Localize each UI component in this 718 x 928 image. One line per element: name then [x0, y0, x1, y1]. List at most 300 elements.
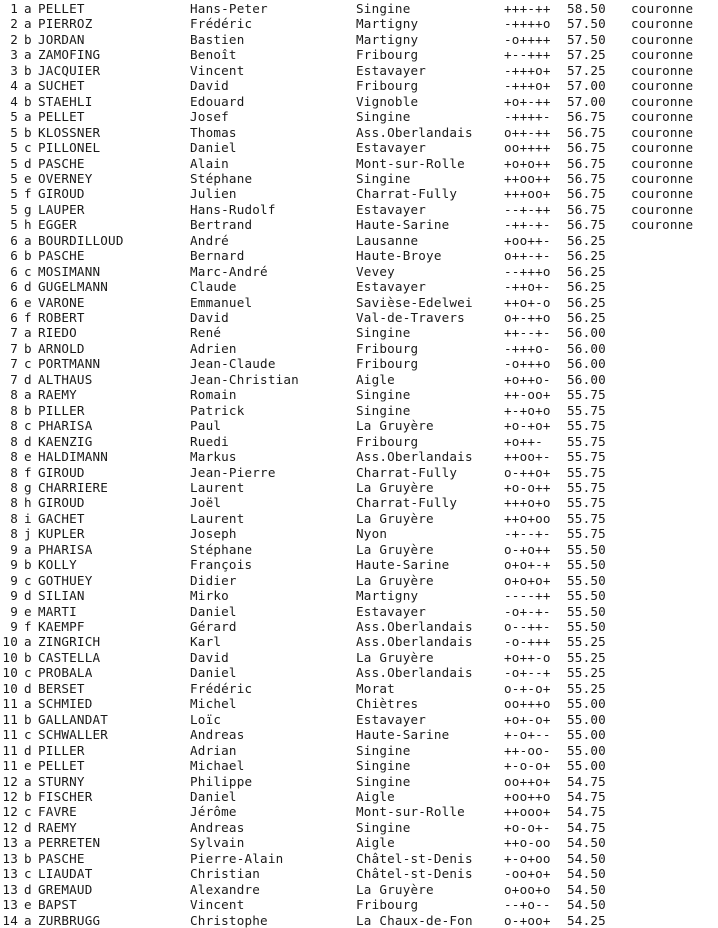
- club: Mont-sur-Rolle: [356, 155, 465, 171]
- first-name: Bertrand: [190, 217, 253, 233]
- rank: 5: [10, 124, 18, 140]
- subrank: f: [24, 619, 32, 634]
- last-name: KLOSSNER: [38, 124, 101, 140]
- first-name: Julien: [190, 186, 237, 202]
- marks: o+oo+o: [504, 881, 551, 897]
- last-name: PASCHE: [38, 248, 85, 264]
- points: 55.75: [567, 479, 606, 495]
- last-name: GALLANDAT: [38, 711, 109, 727]
- marks: --+o--: [504, 897, 551, 913]
- subrank: e: [24, 603, 32, 619]
- club: Estavayer: [356, 279, 427, 295]
- club: Aigle: [356, 788, 395, 804]
- club: Singine: [356, 1, 411, 16]
- first-name: Christophe: [190, 912, 268, 928]
- rank: 9: [10, 603, 18, 619]
- points: 56.75: [567, 109, 606, 125]
- rank: 8: [10, 479, 18, 495]
- rank: 11: [2, 696, 18, 712]
- club: Mont-sur-Rolle: [356, 804, 465, 820]
- club: Charrat-Fully: [356, 495, 458, 511]
- first-name: Ruedi: [190, 433, 229, 449]
- points: 55.25: [567, 634, 606, 650]
- marks: o--++-: [504, 619, 551, 634]
- rank: 11: [2, 758, 18, 774]
- subrank: a: [24, 47, 32, 63]
- points: 57.25: [567, 47, 606, 63]
- club: Nyon: [356, 526, 388, 542]
- first-name: Adrian: [190, 742, 237, 758]
- first-name: Jean-Claude: [190, 356, 276, 372]
- rank: 10: [2, 649, 18, 665]
- marks: +o+-o+: [504, 711, 551, 727]
- last-name: GIROUD: [38, 186, 85, 202]
- first-name: Paul: [190, 418, 222, 434]
- last-name: LAUPER: [38, 201, 85, 217]
- first-name: Michael: [190, 758, 245, 774]
- last-name: PILLER: [38, 742, 85, 758]
- club: Ass.Oberlandais: [356, 619, 473, 634]
- first-name: Hans-Peter: [190, 1, 268, 16]
- points: 56.75: [567, 155, 606, 171]
- first-name: Adrien: [190, 340, 237, 356]
- marks: +--+++: [504, 47, 551, 63]
- last-name: RAEMY: [38, 387, 77, 403]
- subrank: f: [24, 464, 32, 480]
- marks: o+o+o+: [504, 572, 551, 588]
- subrank: f: [24, 186, 32, 202]
- last-name: OVERNEY: [38, 170, 93, 186]
- rank: 6: [10, 232, 18, 248]
- rank: 6: [10, 294, 18, 310]
- marks: +o-o++: [504, 479, 551, 495]
- points: 57.25: [567, 62, 606, 78]
- marks: ++ooo+: [504, 804, 551, 820]
- first-name: Karl: [190, 634, 222, 650]
- points: 55.25: [567, 665, 606, 681]
- points: 57.00: [567, 78, 606, 94]
- subrank: h: [24, 217, 32, 233]
- marks: o-+oo+: [504, 912, 551, 928]
- last-name: RIEDO: [38, 325, 77, 341]
- marks: --+-++: [504, 201, 551, 217]
- first-name: Pierre-Alain: [190, 850, 284, 866]
- subrank: b: [24, 124, 32, 140]
- points: 56.25: [567, 248, 606, 264]
- points: 56.75: [567, 217, 606, 233]
- subrank: d: [24, 819, 32, 835]
- rank: 10: [2, 634, 18, 650]
- first-name: André: [190, 232, 229, 248]
- subrank: b: [24, 340, 32, 356]
- first-name: Daniel: [190, 665, 237, 681]
- award: couronne: [631, 109, 694, 125]
- points: 55.50: [567, 603, 606, 619]
- marks: ++-oo+: [504, 387, 551, 403]
- rank: 11: [2, 742, 18, 758]
- rank: 8: [10, 510, 18, 526]
- points: 55.75: [567, 464, 606, 480]
- first-name: Edouard: [190, 93, 245, 109]
- rank: 1: [10, 1, 18, 16]
- club: Châtel-st-Denis: [356, 850, 473, 866]
- club: La Gruyère: [356, 418, 434, 434]
- subrank: c: [24, 665, 32, 681]
- points: 56.75: [567, 140, 606, 156]
- club: Haute-Sarine: [356, 217, 450, 233]
- award: couronne: [631, 47, 694, 63]
- subrank: a: [24, 325, 32, 341]
- points: 55.00: [567, 711, 606, 727]
- rank: 9: [10, 572, 18, 588]
- subrank: a: [24, 634, 32, 650]
- points: 56.25: [567, 263, 606, 279]
- subrank: b: [24, 557, 32, 573]
- award: couronne: [631, 31, 694, 47]
- marks: ++oo++: [504, 170, 551, 186]
- marks: o+-++o: [504, 310, 551, 325]
- rank: 5: [10, 201, 18, 217]
- subrank: a: [24, 912, 32, 928]
- points: 54.75: [567, 819, 606, 835]
- club: La Gruyère: [356, 541, 434, 557]
- club: Aigle: [356, 371, 395, 387]
- first-name: Mirko: [190, 588, 229, 604]
- subrank: d: [24, 279, 32, 295]
- points: 57.50: [567, 16, 606, 32]
- subrank: e: [24, 758, 32, 774]
- rank: 7: [10, 325, 18, 341]
- points: 55.50: [567, 541, 606, 557]
- last-name: GIROUD: [38, 464, 85, 480]
- first-name: Loïc: [190, 711, 222, 727]
- marks: +o++o-: [504, 371, 551, 387]
- last-name: STURNY: [38, 773, 85, 789]
- rank: 8: [10, 464, 18, 480]
- points: 56.00: [567, 356, 606, 372]
- first-name: Emmanuel: [190, 294, 253, 310]
- club: Aigle: [356, 835, 395, 851]
- subrank: a: [24, 541, 32, 557]
- marks: -+--+-: [504, 526, 551, 542]
- club: Singine: [356, 170, 411, 186]
- first-name: Andreas: [190, 819, 245, 835]
- first-name: Thomas: [190, 124, 237, 140]
- subrank: c: [24, 263, 32, 279]
- rank: 10: [2, 680, 18, 696]
- rank: 9: [10, 588, 18, 604]
- marks: +o-+o+: [504, 418, 551, 434]
- last-name: ZAMOFING: [38, 47, 101, 63]
- rank: 3: [10, 62, 18, 78]
- subrank: c: [24, 572, 32, 588]
- subrank: d: [24, 433, 32, 449]
- last-name: KAEMPF: [38, 619, 85, 634]
- points: 55.25: [567, 649, 606, 665]
- points: 54.75: [567, 804, 606, 820]
- first-name: Benoît: [190, 47, 237, 63]
- rank: 11: [2, 727, 18, 743]
- last-name: PELLET: [38, 109, 85, 125]
- last-name: FAVRE: [38, 804, 77, 820]
- club: Singine: [356, 387, 411, 403]
- club: Estavayer: [356, 62, 427, 78]
- points: 55.00: [567, 742, 606, 758]
- last-name: VARONE: [38, 294, 85, 310]
- points: 56.75: [567, 124, 606, 140]
- marks: ++o+-o: [504, 294, 551, 310]
- last-name: SCHMIED: [38, 696, 93, 712]
- subrank: d: [24, 588, 32, 604]
- rank: 10: [2, 665, 18, 681]
- rank: 5: [10, 217, 18, 233]
- award: couronne: [631, 78, 694, 94]
- marks: o+o+-+: [504, 557, 551, 573]
- last-name: BAPST: [38, 897, 77, 913]
- first-name: Michel: [190, 696, 237, 712]
- first-name: David: [190, 310, 229, 325]
- club: Ass.Oberlandais: [356, 665, 473, 681]
- marks: oo++o+: [504, 773, 551, 789]
- marks: ----++: [504, 588, 551, 604]
- points: 55.00: [567, 696, 606, 712]
- club: Charrat-Fully: [356, 464, 458, 480]
- points: 56.75: [567, 186, 606, 202]
- club: Savièse-Edelwei: [356, 294, 473, 310]
- rank: 12: [2, 788, 18, 804]
- marks: +++o+o: [504, 495, 551, 511]
- last-name: ZINGRICH: [38, 634, 101, 650]
- rank: 9: [10, 541, 18, 557]
- award: couronne: [631, 186, 694, 202]
- first-name: Frédéric: [190, 680, 253, 696]
- rank: 4: [10, 78, 18, 94]
- first-name: Joseph: [190, 526, 237, 542]
- club: Singine: [356, 758, 411, 774]
- points: 55.50: [567, 557, 606, 573]
- points: 55.75: [567, 510, 606, 526]
- club: Fribourg: [356, 78, 419, 94]
- club: Vevey: [356, 263, 395, 279]
- rank: 8: [10, 433, 18, 449]
- rank: 5: [10, 170, 18, 186]
- first-name: Bernard: [190, 248, 245, 264]
- marks: +-+o+o: [504, 402, 551, 418]
- points: 57.50: [567, 31, 606, 47]
- points: 55.75: [567, 433, 606, 449]
- first-name: Frédéric: [190, 16, 253, 32]
- marks: ++--+-: [504, 325, 551, 341]
- rank: 13: [2, 866, 18, 882]
- award: couronne: [631, 170, 694, 186]
- subrank: d: [24, 881, 32, 897]
- rank: 12: [2, 773, 18, 789]
- points: 56.25: [567, 279, 606, 295]
- rank: 8: [10, 402, 18, 418]
- marks: -+++o+: [504, 62, 551, 78]
- marks: +-o+oo: [504, 850, 551, 866]
- award: couronne: [631, 124, 694, 140]
- subrank: f: [24, 310, 32, 325]
- rank: 13: [2, 897, 18, 913]
- first-name: Josef: [190, 109, 229, 125]
- rank: 7: [10, 371, 18, 387]
- marks: +o+-++: [504, 93, 551, 109]
- subrank: b: [24, 93, 32, 109]
- first-name: François: [190, 557, 253, 573]
- first-name: Daniel: [190, 788, 237, 804]
- club: Martigny: [356, 16, 419, 32]
- subrank: b: [24, 402, 32, 418]
- club: Charrat-Fully: [356, 186, 458, 202]
- club: La Gruyère: [356, 510, 434, 526]
- points: 56.25: [567, 310, 606, 325]
- last-name: PHARISA: [38, 418, 93, 434]
- points: 55.50: [567, 588, 606, 604]
- marks: -o++++: [504, 31, 551, 47]
- last-name: PELLET: [38, 758, 85, 774]
- subrank: d: [24, 371, 32, 387]
- marks: -+++o-: [504, 340, 551, 356]
- last-name: RAEMY: [38, 819, 77, 835]
- last-name: KAENZIG: [38, 433, 93, 449]
- club: La Gruyère: [356, 649, 434, 665]
- last-name: PASCHE: [38, 850, 85, 866]
- club: La Chaux-de-Fon: [356, 912, 473, 928]
- subrank: e: [24, 897, 32, 913]
- rank: 13: [2, 881, 18, 897]
- first-name: Gérard: [190, 619, 237, 634]
- subrank: d: [24, 680, 32, 696]
- marks: --+++o: [504, 263, 551, 279]
- club: Haute-Sarine: [356, 557, 450, 573]
- marks: o-+-o+: [504, 680, 551, 696]
- rank: 7: [10, 356, 18, 372]
- last-name: PILLONEL: [38, 140, 101, 156]
- club: Martigny: [356, 588, 419, 604]
- last-name: STAEHLI: [38, 93, 93, 109]
- rank: 13: [2, 850, 18, 866]
- club: Singine: [356, 325, 411, 341]
- points: 55.75: [567, 387, 606, 403]
- marks: oo++++: [504, 140, 551, 156]
- rank: 5: [10, 109, 18, 125]
- marks: -oo+o+: [504, 866, 551, 882]
- first-name: Christian: [190, 866, 261, 882]
- rank: 5: [10, 140, 18, 156]
- last-name: PERRETEN: [38, 835, 101, 851]
- rank: 9: [10, 619, 18, 634]
- subrank: a: [24, 1, 32, 16]
- first-name: Vincent: [190, 62, 245, 78]
- rank: 2: [10, 16, 18, 32]
- club: Haute-Broye: [356, 248, 442, 264]
- subrank: b: [24, 62, 32, 78]
- rank: 4: [10, 93, 18, 109]
- rank: 9: [10, 557, 18, 573]
- first-name: Alain: [190, 155, 229, 171]
- last-name: PORTMANN: [38, 356, 101, 372]
- last-name: PASCHE: [38, 155, 85, 171]
- points: 55.50: [567, 619, 606, 634]
- marks: o-+o++: [504, 541, 551, 557]
- subrank: a: [24, 773, 32, 789]
- club: Singine: [356, 109, 411, 125]
- subrank: b: [24, 788, 32, 804]
- club: Estavayer: [356, 201, 427, 217]
- first-name: Vincent: [190, 897, 245, 913]
- award: couronne: [631, 62, 694, 78]
- last-name: SUCHET: [38, 78, 85, 94]
- last-name: KOLLY: [38, 557, 77, 573]
- last-name: CASTELLA: [38, 649, 101, 665]
- rank: 5: [10, 155, 18, 171]
- club: Singine: [356, 742, 411, 758]
- first-name: Jean-Christian: [190, 371, 299, 387]
- last-name: PROBALA: [38, 665, 93, 681]
- club: Estavayer: [356, 711, 427, 727]
- subrank: c: [24, 866, 32, 882]
- club: La Gruyère: [356, 572, 434, 588]
- marks: +o++-o: [504, 649, 551, 665]
- subrank: d: [24, 742, 32, 758]
- points: 55.25: [567, 680, 606, 696]
- marks: ++o-oo: [504, 835, 551, 851]
- last-name: ARNOLD: [38, 340, 85, 356]
- subrank: i: [24, 510, 32, 526]
- club: Ass.Oberlandais: [356, 634, 473, 650]
- rank: 8: [10, 495, 18, 511]
- subrank: b: [24, 711, 32, 727]
- award: couronne: [631, 1, 694, 16]
- last-name: MOSIMANN: [38, 263, 101, 279]
- subrank: c: [24, 418, 32, 434]
- rank: 6: [10, 310, 18, 325]
- last-name: GREMAUD: [38, 881, 93, 897]
- points: 54.50: [567, 866, 606, 882]
- points: 54.25: [567, 912, 606, 928]
- first-name: Bastien: [190, 31, 245, 47]
- points: 55.75: [567, 495, 606, 511]
- marks: +++-++: [504, 1, 551, 16]
- subrank: d: [24, 155, 32, 171]
- points: 55.75: [567, 449, 606, 465]
- marks: +oo++o: [504, 788, 551, 804]
- club: Singine: [356, 819, 411, 835]
- first-name: Didier: [190, 572, 237, 588]
- subrank: e: [24, 294, 32, 310]
- marks: -o+++o: [504, 356, 551, 372]
- first-name: Jérôme: [190, 804, 237, 820]
- marks: +-o-o+: [504, 758, 551, 774]
- points: 56.75: [567, 201, 606, 217]
- award: couronne: [631, 140, 694, 156]
- points: 54.50: [567, 835, 606, 851]
- subrank: a: [24, 78, 32, 94]
- points: 56.00: [567, 325, 606, 341]
- first-name: René: [190, 325, 222, 341]
- last-name: MARTI: [38, 603, 77, 619]
- subrank: j: [24, 526, 32, 542]
- first-name: Joël: [190, 495, 222, 511]
- subrank: a: [24, 232, 32, 248]
- points: 55.75: [567, 402, 606, 418]
- last-name: PILLER: [38, 402, 85, 418]
- points: 56.25: [567, 294, 606, 310]
- marks: +o-o+-: [504, 819, 551, 835]
- marks: +++oo+: [504, 186, 551, 202]
- points: 54.75: [567, 788, 606, 804]
